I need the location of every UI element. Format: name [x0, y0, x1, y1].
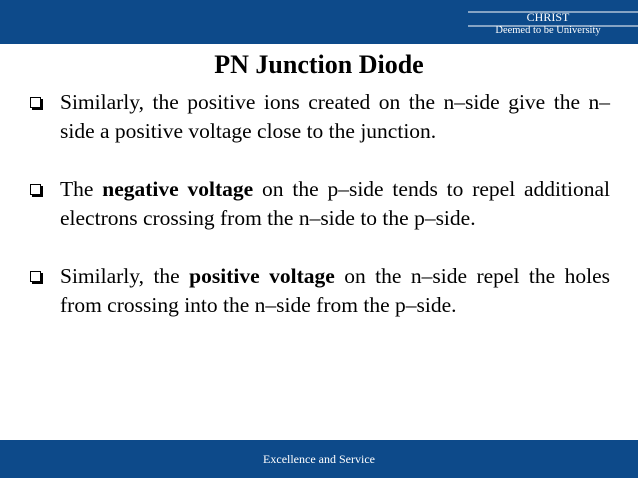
bullet-item — [30, 88, 610, 146]
bullet-text-emphasis: positive voltage — [189, 264, 335, 288]
bullet-text-end: on the p–side tends to repel additional electrons crossing from the n–side to the p–side. — [60, 177, 610, 230]
institution-tagline: Deemed to be University — [495, 25, 601, 36]
checkbox-bullet-icon — [30, 97, 41, 108]
bullet-text-start: Similarly, the — [60, 264, 190, 288]
slide-title: PN Junction Diode — [214, 50, 424, 79]
header-bar — [0, 0, 638, 44]
institution-name: CHRIST — [526, 10, 570, 24]
checkbox-bullet-icon — [30, 271, 41, 282]
bullet-list — [30, 88, 610, 349]
bullet-text-start: The — [60, 177, 103, 201]
checkbox-bullet-icon — [30, 184, 41, 195]
bullet-text-end: on the n–side repel the holes from crossing into the n–side from the p–side. — [60, 264, 610, 317]
bullet-item — [30, 262, 610, 320]
bullet-text: Similarly, the positive ions created on the n–side give the n–side a positive voltage close to the junction. — [60, 90, 610, 143]
footer-motto: Excellence and Service — [263, 452, 375, 466]
bullet-text-emphasis: negative voltage — [102, 177, 254, 201]
bullet-item — [30, 175, 610, 233]
brand-block — [468, 10, 628, 37]
